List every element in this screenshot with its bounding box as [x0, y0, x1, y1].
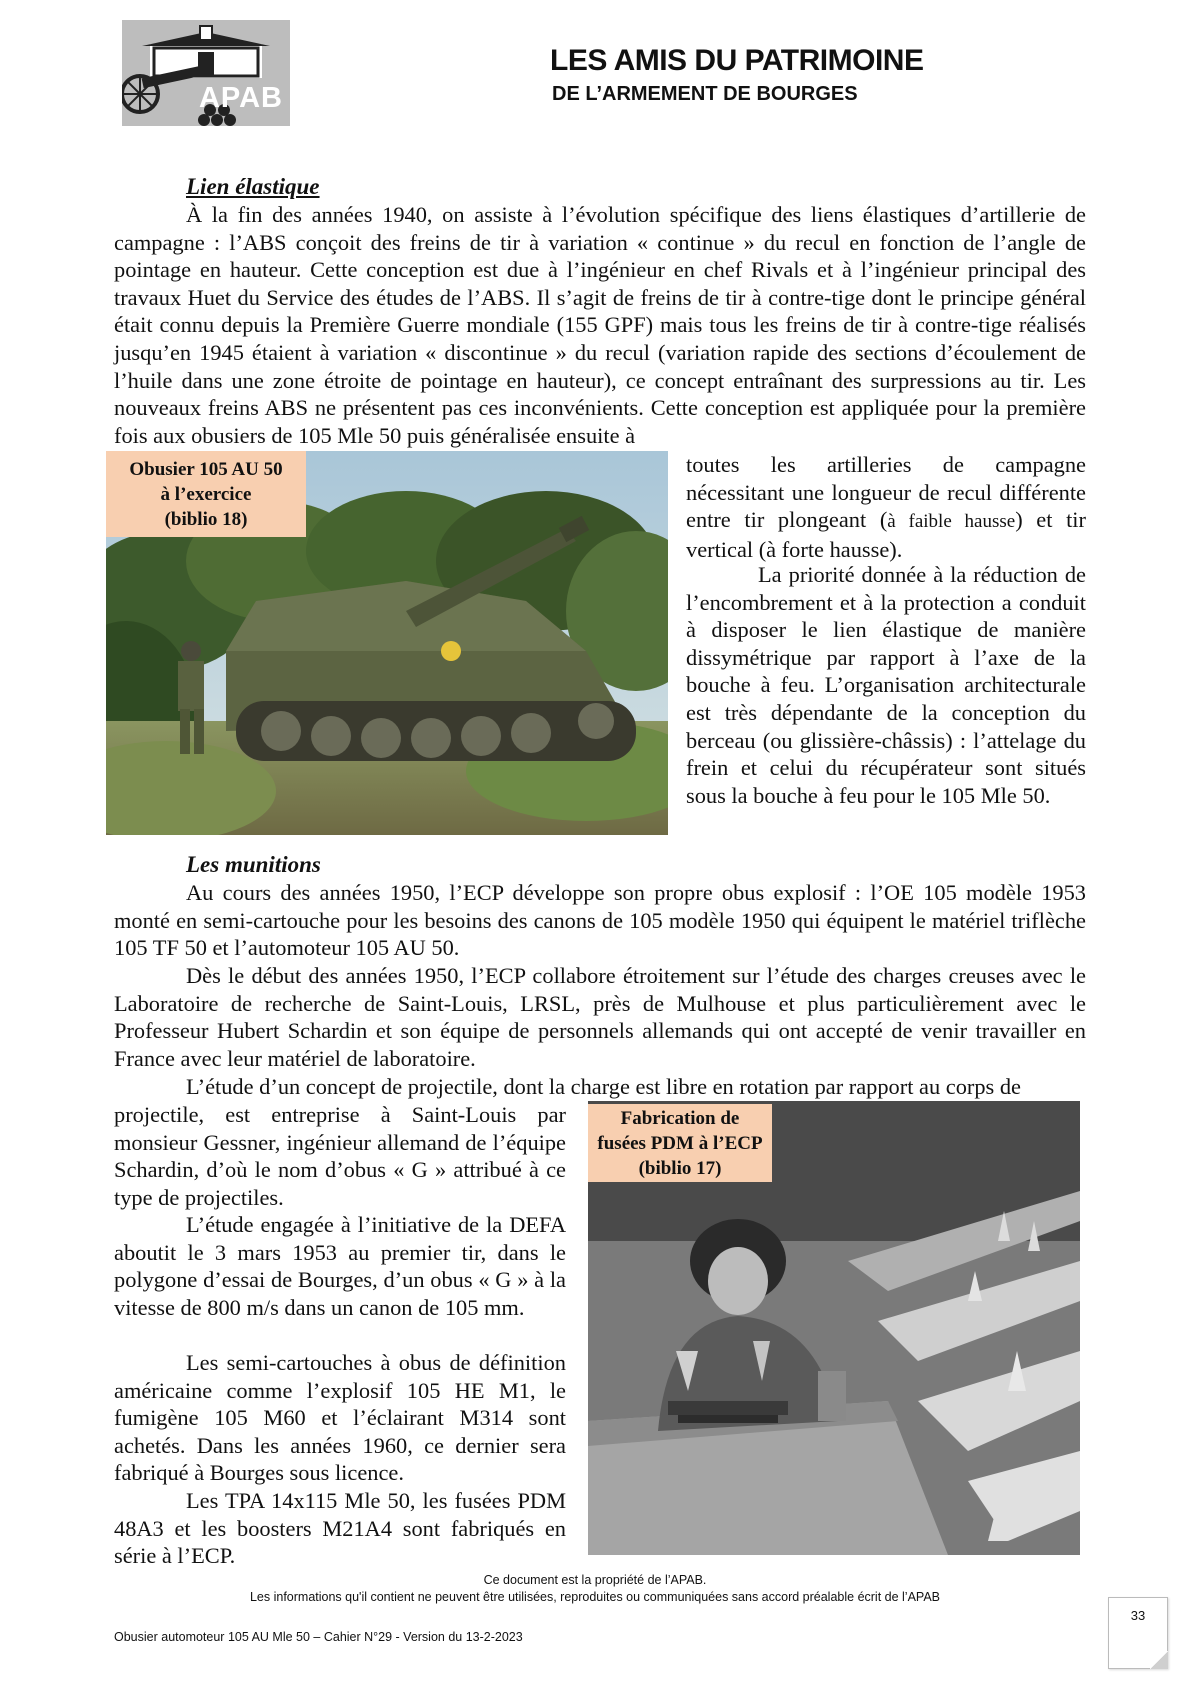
page-curl-icon	[1150, 1651, 1168, 1669]
footer-legal: Les informations qu'il contient ne peuvent être utilisées, reproduites ou communiquées sans accord préalable écrit de l’APAB	[249, 1590, 941, 1604]
paragraph-munitions-3-side	[114, 1101, 566, 1211]
paragraph-priorite	[686, 561, 1086, 809]
caption-line: à l’exercice	[160, 484, 252, 505]
paragraph-text: La priorité donnée à la réduction de l’encombrement et à la protection a conduit à disposer le lien élastique de manière dissymétrique par rapport à l’axe de la bouche à feu. L’organisation architecturale est très dépendante de la conception du berceau (ou glissière-châssis) : l’attelage du frein et celui du récupérateur sont situés sous la bouche à feu pour le 105 Mle 50.	[686, 562, 1086, 808]
photo-caption-fabrication	[588, 1104, 772, 1182]
paragraph-text: Les TPA 14x115 Mle 50, les fusées PDM 48A3 et les boosters M21A4 sont fabriqués en série à l’ECP.	[114, 1488, 566, 1569]
paragraph-munitions-2	[114, 962, 1086, 1072]
paragraph-munitions-3-start	[114, 1073, 1086, 1101]
photo-caption-obusier	[106, 451, 306, 537]
header-title: LES AMIS DU PATRIMOINE	[550, 44, 924, 77]
paragraph-munitions-4	[114, 1211, 566, 1321]
footer-ownership: Ce document est la propriété de l’APAB.	[483, 1573, 707, 1587]
header-subtitle: DE L’ARMEMENT DE BOURGES	[552, 83, 858, 105]
paragraph-munitions-6	[114, 1487, 566, 1570]
heading-les-munitions: Les munitions	[186, 852, 321, 877]
page-number-box	[1108, 1597, 1168, 1669]
caption-line: (biblio 17)	[638, 1158, 722, 1179]
paragraph-text: Les semi-cartouches à obus de définition américaine comme l’explosif 105 HE M1, le fumigène 105 M60 et l’éclairant M314 sont achetés. Dans les années 1960, ce dernier sera fabriqué à Bourges sous licence.	[114, 1350, 566, 1486]
paragraph-text: Au cours des années 1950, l’ECP développe son propre obus explosif : l’OE 105 modèle 1953 monté en semi-cartouche pour les besoins des canons de 105 modèle 1950 qui équipent le matériel triflèche 105 TF 50 et l’automoteur 105 AU 50.	[114, 880, 1086, 961]
paragraph-text: projectile, est entreprise à Saint-Louis par monsieur Gessner, ingénieur allemand de l’équipe Schardin, d’où le nom d’obus « G » attribué à ce type de projectiles.	[114, 1102, 566, 1210]
caption-line: Obusier 105 AU 50	[129, 459, 283, 480]
text-run-small: à faible hausse	[887, 511, 1016, 533]
caption-line: fusées PDM à l’ECP	[597, 1133, 763, 1154]
paragraph-munitions-1	[114, 879, 1086, 962]
caption-line: (biblio 18)	[164, 509, 248, 530]
footer-doc-ref: Obusier automoteur 105 AU Mle 50 – Cahier N°29 - Version du 13-2-2023	[114, 1630, 523, 1644]
paragraph-text: L’étude d’un concept de projectile, dont la charge est libre en rotation par rapport au corps de	[186, 1074, 1021, 1099]
paragraph-lien-elastique-side	[686, 451, 1086, 563]
paragraph-text: À la fin des années 1940, on assiste à l’évolution spécifique des liens élastiques d’artillerie de campagne : l’ABS conçoit des freins de tir à variation « continue » du recul en fonction de l’angle de pointage en hauteur. Cette conception est due à l’ingénieur en chef Rivals et à l’ingénieur principal des travaux Huet du Service des études de l’ABS. Il s’agit de freins de tir à contre-tige dont le principe général était connu depuis la Première Guerre mondiale (155 GPF) mais tous les freins de tir à contre-tige réalisés jusqu’en 1945 étaient à variation « discontinue » du recul (variation rapide des sections d’écoulement de l’huile dans une zone étroite de pointage en hauteur), ce concept entraînant des surpressions au tir. Les nouveaux freins ABS ne présentent pas ces inconvénients. Cette conception est appliquée pour la première fois aux obusiers de 105 Mle 50 puis généralisée ensuite à	[114, 202, 1086, 448]
text-run: ) et tir vertical (à forte hausse).	[686, 507, 1086, 562]
text-run: toutes les artilleries de campagne nécessitant une longueur de recul différente entre tir plongeant (	[686, 452, 1086, 533]
heading-lien-elastique: Lien élastique	[186, 174, 320, 199]
caption-line: Fabrication de	[620, 1108, 740, 1129]
page-number: 33	[1130, 1608, 1146, 1623]
paragraph-lien-elastique-intro	[114, 201, 1086, 449]
paragraph-text: L’étude engagée à l’initiative de la DEFA aboutit le 3 mars 1953 au premier tir, dans le polygone d’essai de Bourges, d’un obus « G » à la vitesse de 800 m/s dans un canon de 105 mm.	[114, 1212, 566, 1320]
paragraph-munitions-5	[114, 1349, 566, 1487]
logo-text: APAB	[198, 82, 284, 114]
paragraph-text	[686, 451, 1086, 563]
apab-logo	[122, 20, 290, 126]
paragraph-text: Dès le début des années 1950, l’ECP collabore étroitement sur l’étude des charges creuses avec le Laboratoire de recherche de Saint-Louis, LRSL, près de Mulhouse et plus particulièrement avec le Professeur Hubert Schardin et son équipe de personnels allemands qui ont accepté de venir travailler en France avec leur matériel de laboratoire.	[114, 963, 1086, 1071]
